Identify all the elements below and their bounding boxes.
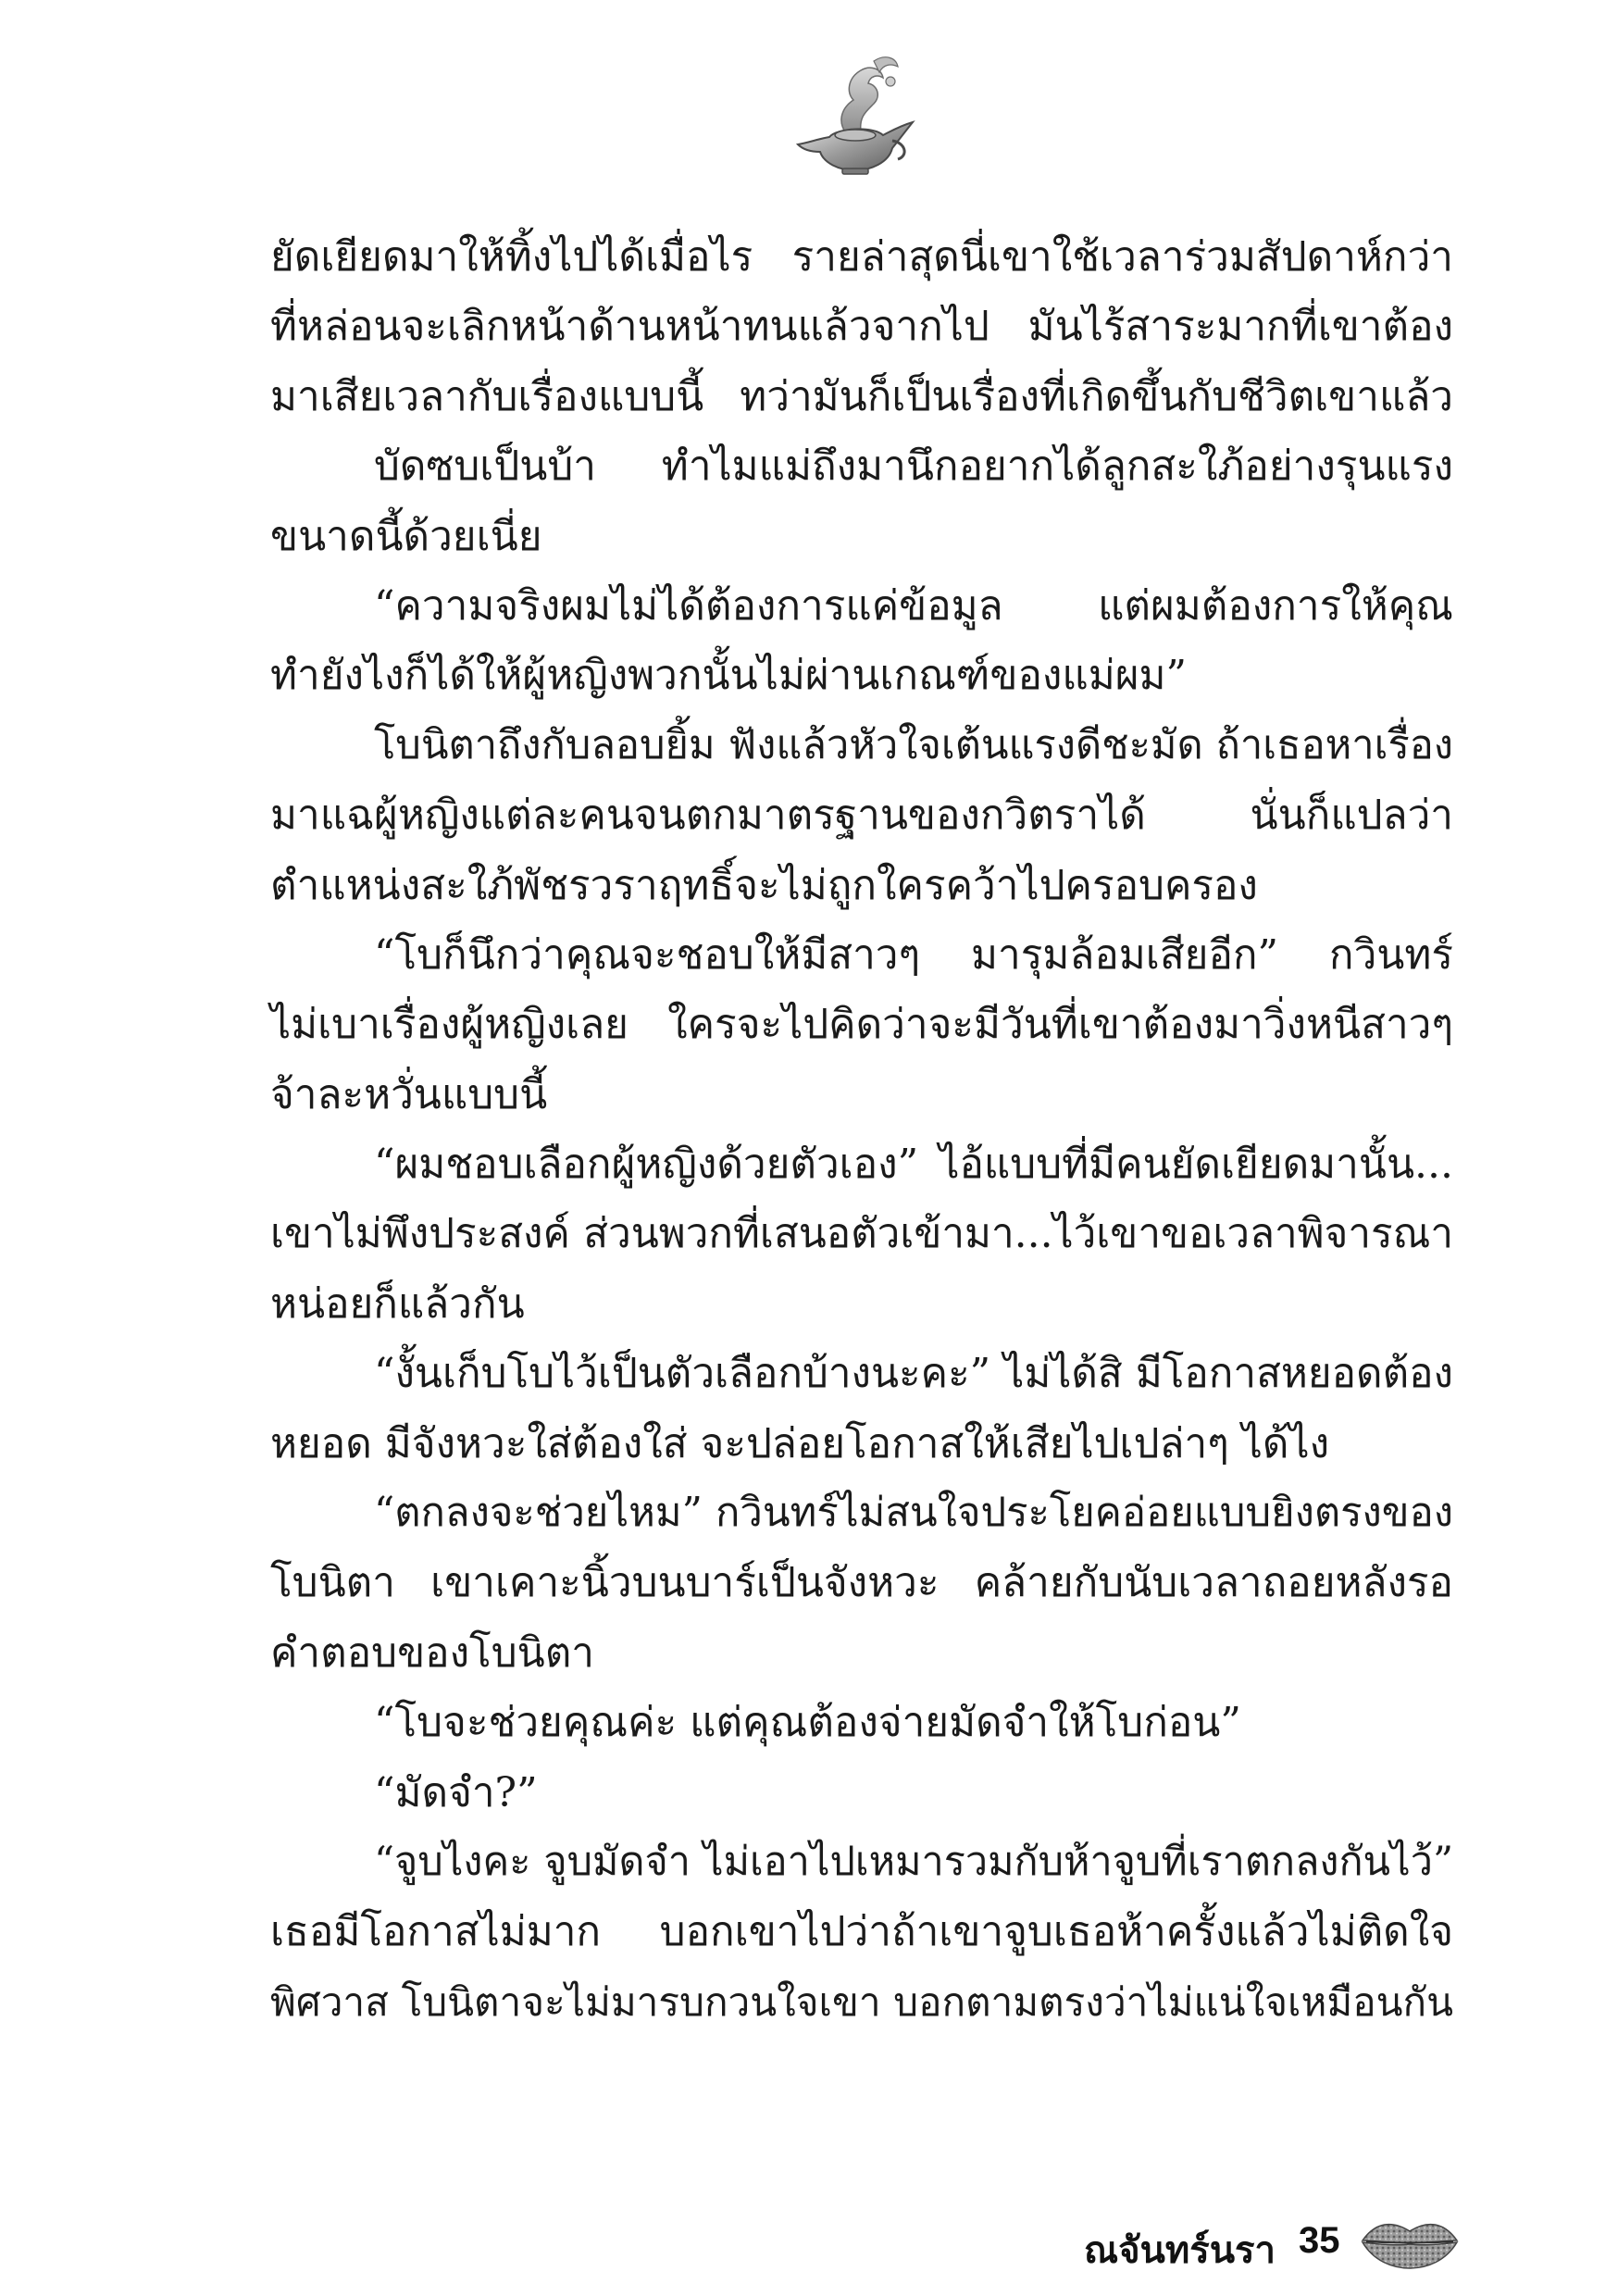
text-line (270, 851, 1453, 920)
text-line-content: “จูบไงคะ จูบมัดจำ ไม่เอาไปเหมารวมกับห้าจูบที่เราตกลงกันไว้” (374, 1838, 1453, 1885)
text-line (270, 1479, 1453, 1548)
text-line-content: “ตกลงจะช่วยไหม” กวินทร์ไม่สนใจประโยคอ่อยแบบยิงตรงของ (374, 1490, 1453, 1537)
text-line (270, 1897, 1453, 1966)
text-line (270, 920, 1453, 990)
text-line (270, 502, 1453, 571)
text-line-content: “มัดจำ?” (374, 1768, 538, 1816)
text-line (270, 571, 1453, 641)
text-line-content: เธอมีโอกาสไม่มาก บอกเขาไปว่าถ้าเขาจูบเธอห้าครั้งแล้วไม่ติดใจ (270, 1908, 1453, 1956)
genie-lamp-icon (781, 48, 929, 185)
text-line-content: “ความจริงผมไม่ได้ต้องการแค่ข้อมูล แต่ผมต้องการให้คุณ (374, 581, 1453, 630)
text-line (270, 1339, 1453, 1408)
text-line (270, 1409, 1453, 1479)
text-line (270, 362, 1453, 431)
body-text (270, 222, 1453, 2037)
text-line (270, 641, 1453, 710)
text-line-content: “งั้นเก็บโบไว้เป็นตัวเลือกบ้างนะคะ” ไม่ได้สิ มีโอกาสหยอดต้อง (374, 1350, 1453, 1398)
text-line (270, 711, 1453, 780)
text-line-content: จ้าละหวั่นแบบนี้ (270, 1070, 548, 1118)
text-line-content: มาเสียเวลากับเรื่องแบบนี้ ทว่ามันก็เป็นเรื่องที่เกิดขึ้นกับชีวิตเขาแล้ว (270, 372, 1453, 420)
text-line-content: ที่หล่อนจะเลิกหน้าด้านหน้าทนแล้วจากไป มันไร้สาระมากที่เขาต้อง (270, 303, 1453, 351)
text-line-content: พิศวาส โบนิตาจะไม่มารบกวนใจเขา บอกตามตรงว่าไม่แน่ใจเหมือนกัน (270, 1978, 1453, 2025)
text-line-content: “ผมชอบเลือกผู้หญิงด้วยตัวเอง” ไอ้แบบที่มีคนยัดเยียดมานั้น... (374, 1141, 1453, 1189)
text-line (270, 1967, 1453, 2037)
text-line (270, 292, 1453, 361)
text-line-content: คำตอบของโบนิตา (270, 1628, 594, 1677)
text-line (270, 990, 1453, 1059)
lips-icon (1359, 2213, 1461, 2274)
text-line-content: โบนิตา เขาเคาะนิ้วบนบาร์เป็นจังหวะ คล้ายกับนับเวลาถอยหลังรอ (270, 1559, 1453, 1607)
text-line-content: หยอด มีจังหวะใส่ต้องใส่ จะปล่อยโอกาสให้เสียไปเปล่าๆ ได้ไง (270, 1419, 1330, 1467)
text-line-content: ทำยังไงก็ได้ให้ผู้หญิงพวกนั้นไม่ผ่านเกณฑ์ของแม่ผม” (270, 652, 1188, 700)
page-number: 35 (1299, 2220, 1340, 2261)
text-line (270, 222, 1453, 292)
text-line (270, 1688, 1453, 1757)
text-line-content: “โบก็นึกว่าคุณจะชอบให้มีสาวๆ มารุมล้อมเสียอีก” กวินทร์ (374, 930, 1453, 979)
text-line (270, 1758, 1453, 1828)
text-line (270, 780, 1453, 850)
text-line-content: โบนิตาถึงกับลอบยิ้ม ฟังแล้วหัวใจเต้นแรงดีชะมัด ถ้าเธอหาเรื่อง (374, 721, 1453, 768)
running-footer-author: ณจันทร์นรา (1083, 2229, 1276, 2272)
text-line-content: ตำแหน่งสะใภ้พัชรวราฤทธิ์จะไม่ถูกใครคว้าไปครอบครอง (270, 861, 1258, 909)
text-line (270, 1060, 1453, 1129)
text-line-content: “โบจะช่วยคุณค่ะ แต่คุณต้องจ่ายมัดจำให้โบก่อน” (374, 1699, 1241, 1747)
text-line-content: ไม่เบาเรื่องผู้หญิงเลย ใครจะไปคิดว่าจะมีวันที่เขาต้องมาวิ่งหนีสาวๆ (270, 1001, 1453, 1049)
text-line-content: ยัดเยียดมาให้ทิ้งไปได้เมื่อไร รายล่าสุดนี่เขาใช้เวลาร่วมสัปดาห์กว่า (270, 233, 1453, 281)
text-line-content: ขนาดนี้ด้วยเนี่ย (270, 512, 542, 560)
text-line (270, 1548, 1453, 1617)
text-line (270, 1199, 1453, 1268)
text-line-content: บัดซบเป็นบ้า ทำไมแม่ถึงมานึกอยากได้ลูกสะใภ้อย่างรุนแรง (374, 443, 1453, 491)
text-line (270, 1129, 1453, 1199)
page-footer (0, 2213, 1618, 2296)
text-line (270, 1269, 1453, 1339)
text-line (270, 1828, 1453, 1897)
text-line-content: หน่อยก็แล้วกัน (270, 1279, 525, 1328)
text-line (270, 1618, 1453, 1688)
text-line-content: มาแฉผู้หญิงแต่ละคนจนตกมาตรฐานของกวิตราได้ นั่นก็แปลว่า (270, 792, 1453, 840)
text-line-content: เขาไม่พึงประสงค์ ส่วนพวกที่เสนอตัวเข้ามา...ไว้เขาขอเวลาพิจารณา (270, 1210, 1453, 1258)
text-line (270, 431, 1453, 501)
